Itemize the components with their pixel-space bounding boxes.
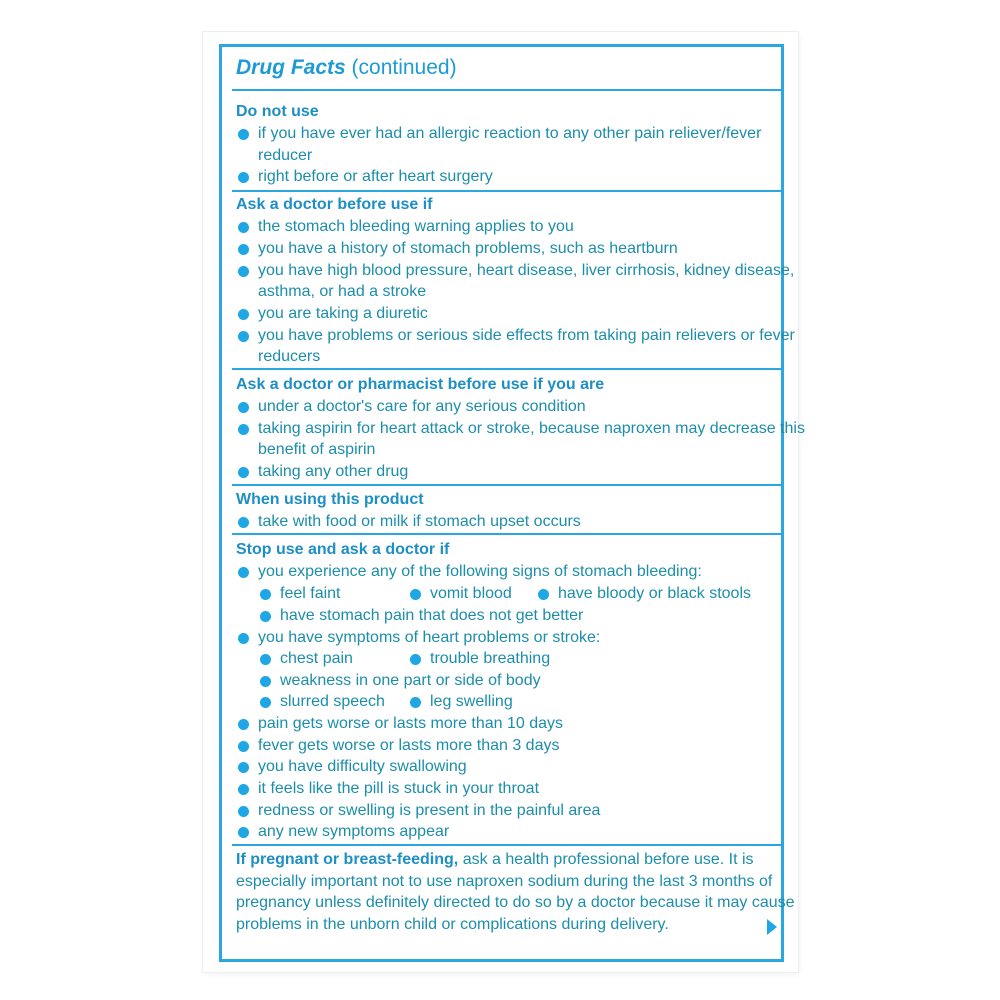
bullet-dot-icon	[238, 633, 249, 644]
bullet-dot-icon	[238, 741, 249, 752]
bullet-dot-icon	[260, 697, 271, 708]
sub-list-item: weakness in one part or side of body	[280, 672, 541, 689]
sub-list-item: slurred speech	[280, 693, 385, 710]
section-heading-when-using: When using this product	[236, 491, 424, 508]
bullet-dot-icon	[260, 611, 271, 622]
pregnancy-warning-line	[236, 850, 754, 870]
list-item-continued: reducer	[258, 147, 313, 164]
bullet-dot-icon	[238, 719, 249, 730]
list-item: any new symptoms appear	[258, 823, 450, 840]
sub-list-item: have bloody or black stools	[558, 585, 751, 602]
bullet-dot-icon	[238, 244, 249, 255]
bullet-dot-icon	[238, 266, 249, 277]
sub-list-item: have stomach pain that does not get better	[280, 607, 584, 624]
list-item: you have problems or serious side effects from taking pain relievers or fever	[258, 327, 795, 344]
list-item-continued: asthma, or had a stroke	[258, 283, 427, 300]
bullet-dot-icon	[238, 567, 249, 578]
bullet-dot-icon	[238, 222, 249, 233]
bullet-dot-icon	[260, 654, 271, 665]
sub-list-item: vomit blood	[430, 585, 512, 602]
bullet-dot-icon	[238, 806, 249, 817]
section-heading-ask-doctor: Ask a doctor before use if	[236, 196, 433, 213]
list-item: right before or after heart surgery	[258, 168, 493, 185]
bullet-dot-icon	[260, 589, 271, 600]
title-emphasis: Drug Facts	[236, 56, 346, 79]
bullet-dot-icon	[238, 827, 249, 838]
section-divider	[232, 368, 781, 370]
bullet-dot-icon	[410, 697, 421, 708]
pregnancy-warning-line: problems in the unborn child or complications during delivery.	[236, 916, 669, 933]
bullet-dot-icon	[260, 676, 271, 687]
list-item: the stomach bleeding warning applies to you	[258, 218, 574, 235]
bullet-dot-icon	[238, 762, 249, 773]
list-item: pain gets worse or lasts more than 10 days	[258, 715, 564, 732]
list-item: you have a history of stomach problems, such as heartburn	[258, 240, 678, 257]
bullet-dot-icon	[238, 517, 249, 528]
section-heading-stop-use: Stop use and ask a doctor if	[236, 541, 450, 558]
section-heading-ask-pharmacist: Ask a doctor or pharmacist before use if you are	[236, 376, 605, 393]
sub-list-item: chest pain	[280, 650, 353, 667]
section-divider	[232, 533, 781, 535]
list-item: if you have ever had an allergic reaction to any other pain reliever/fever	[258, 125, 762, 142]
list-item-continued: benefit of aspirin	[258, 441, 376, 458]
list-item: under a doctor's care for any serious condition	[258, 398, 586, 415]
continue-arrow-icon	[767, 919, 777, 935]
section-divider	[232, 484, 781, 486]
list-item: taking aspirin for heart attack or stroke, because naproxen may decrease this	[258, 420, 805, 437]
bullet-dot-icon	[238, 402, 249, 413]
list-item: it feels like the pill is stuck in your throat	[258, 780, 540, 797]
list-item: you have high blood pressure, heart disease, liver cirrhosis, kidney disease,	[258, 262, 795, 279]
list-item: you have symptoms of heart problems or stroke:	[258, 629, 601, 646]
bullet-dot-icon	[538, 589, 549, 600]
bullet-dot-icon	[238, 467, 249, 478]
title-suffix: (continued)	[351, 56, 457, 79]
sub-list-item: feel faint	[280, 585, 341, 602]
pregnancy-warning-line: especially important not to use naproxen sodium during the last 3 months of	[236, 873, 773, 890]
list-item: you are taking a diuretic	[258, 305, 428, 322]
bullet-dot-icon	[238, 172, 249, 183]
section-divider	[232, 190, 781, 192]
list-item: you experience any of the following signs of stomach bleeding:	[258, 563, 702, 580]
pregnancy-warning-lead: If pregnant or breast-feeding,	[236, 851, 459, 868]
drug-facts-card	[203, 32, 805, 972]
bullet-dot-icon	[410, 589, 421, 600]
page-title	[236, 56, 457, 80]
pregnancy-warning-line: pregnancy unless definitely directed to do so by a doctor because it may cause	[236, 894, 795, 911]
bullet-dot-icon	[238, 424, 249, 435]
bullet-dot-icon	[238, 129, 249, 140]
bullet-dot-icon	[238, 331, 249, 342]
list-item: you have difficulty swallowing	[258, 758, 467, 775]
pregnancy-warning-text: ask a health professional before use. It is	[462, 851, 754, 868]
bullet-dot-icon	[238, 784, 249, 795]
title-divider	[232, 89, 781, 91]
bullet-dot-icon	[410, 654, 421, 665]
bullet-dot-icon	[238, 309, 249, 320]
list-item: fever gets worse or lasts more than 3 days	[258, 737, 560, 754]
section-heading-do-not-use: Do not use	[236, 103, 319, 120]
section-divider	[232, 844, 781, 846]
list-item-continued: reducers	[258, 348, 321, 365]
list-item: taking any other drug	[258, 463, 409, 480]
list-item: take with food or milk if stomach upset occurs	[258, 513, 581, 530]
sub-list-item: trouble breathing	[430, 650, 551, 667]
list-item: redness or swelling is present in the painful area	[258, 802, 601, 819]
sub-list-item: leg swelling	[430, 693, 513, 710]
drug-facts-panel	[219, 44, 805, 962]
